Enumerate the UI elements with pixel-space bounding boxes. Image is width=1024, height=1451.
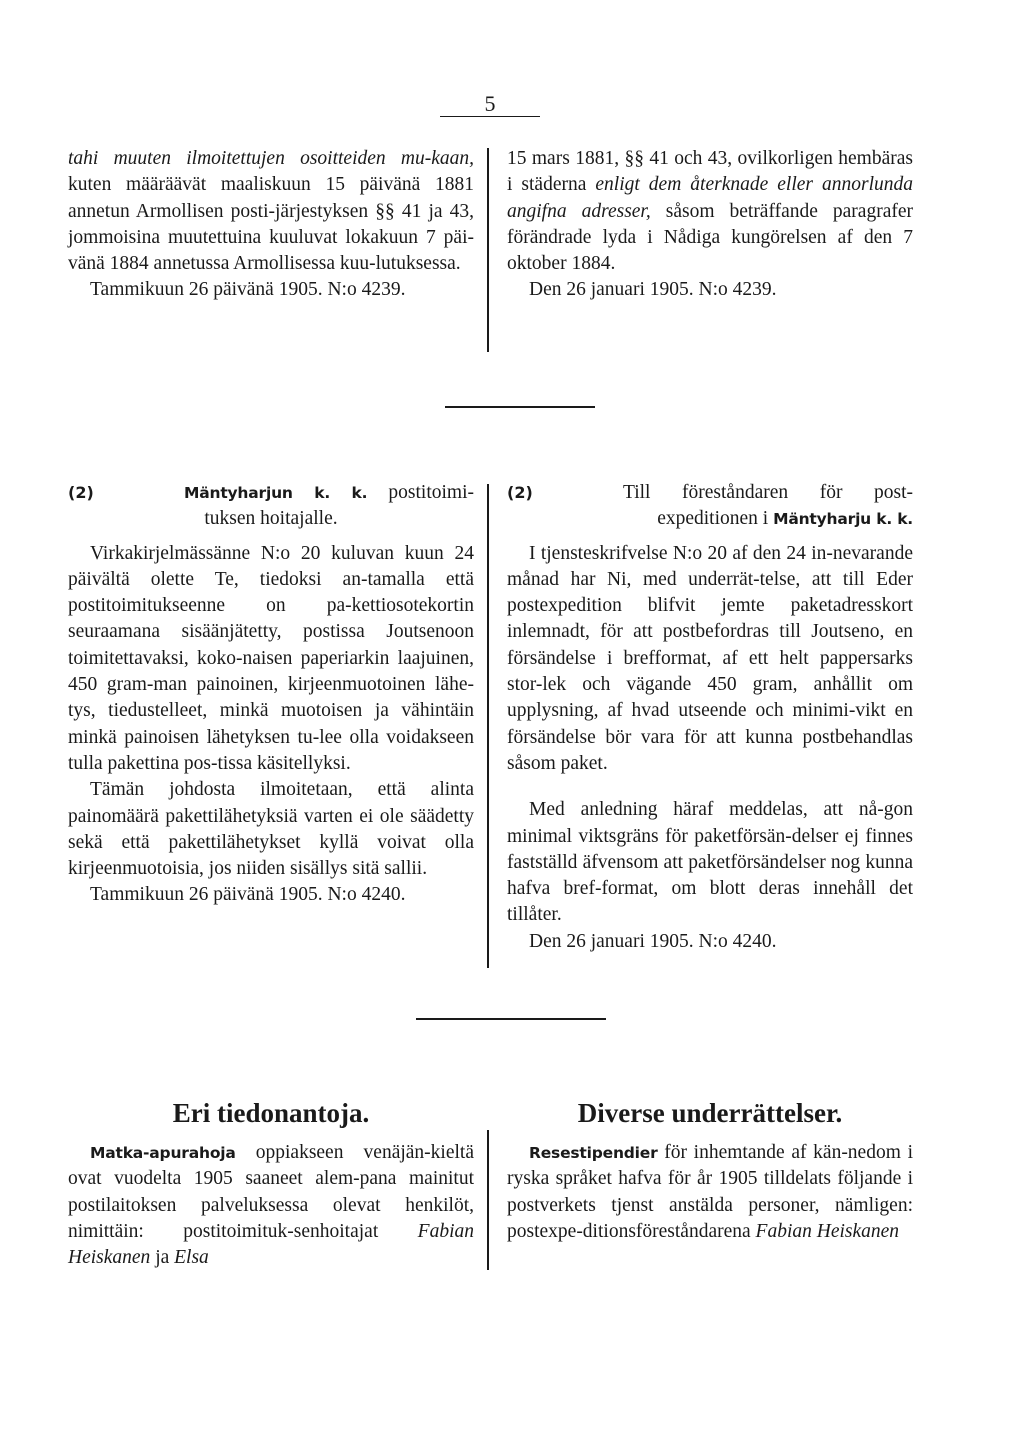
notice-4239-sv-text-1: 15 mars 1881, §§ 41 och 43, ovilkorligen hembäras i städerna: [507, 148, 913, 196]
notice-4240-fi-number: (2): [68, 483, 94, 502]
notice-4240-sv-recipient-line2: [507, 506, 913, 532]
notice-4240-fi-recipient-bold: Mäntyharjun k. k.: [184, 484, 368, 502]
notice-4240-fi-recipient-rest: postitoimi-: [388, 482, 474, 503]
column-divider-top: [487, 148, 489, 352]
column-divider-middle: [487, 484, 489, 968]
section-rule-2: [416, 1018, 606, 1020]
announcements-fi-name-1: Fabian Heiskanen: [68, 1220, 474, 1269]
announcements-fi-text: oppiakseen venäjän-kieltä ovat vuodelta 1905 saaneet alem-pana mainitut postilaitoksen palveluksessa olevat henkilöt, nimittäin: postitoimituk-senhoitajat: [68, 1142, 474, 1242]
notice-4239-fi-italic-start: tahi muuten ilmoitettujen osoitteiden mu-kaan,: [68, 148, 474, 169]
announcements-fi-conj: ja: [150, 1247, 175, 1269]
announcements-sv-name-1: Fabian Heiskanen: [755, 1220, 900, 1242]
announcements-sv-heading: Diverse underrättelser.: [577, 1098, 843, 1128]
notice-4239-sv-text-2: såsom beträffande paragrafer förändrade lyda i Nådiga kungörelsen af den 7 oktober 1884.: [507, 200, 913, 275]
notice-4239-sv: [507, 146, 913, 304]
notice-4240-fi-para-2: Tämän johdosta ilmoitetaan, että alinta painomäärä pakettilähetyksiä varten ei ole säädetty sekä että pakettilähetykset kyllä voivat olla kirjeenmuotoisia, jos niiden sisällys sitä sallii.: [68, 779, 474, 880]
notice-4239-sv-body: [507, 146, 913, 277]
notice-4239-fi-body: [68, 146, 474, 277]
notice-4239-sv-signature: Den 26 januari 1905. N:o 4239.: [529, 279, 777, 301]
announcements-sv-text: för inhemtande af kän-nedom i ryska språket hafva för år 1905 tilldelats följande i postverkets tjenst anstälda personer, nämligen: postexpe-ditionsföreståndarena: [507, 1142, 913, 1242]
notice-4240-fi-recipient: [68, 480, 474, 506]
announcements-fi-body: [68, 1140, 474, 1271]
announcements-sv-lead: Resestipendier: [529, 1144, 658, 1162]
notice-4240-sv-para-1: I tjensteskrifvelse N:o 20 af den 24 in-nevarande månad har Ni, med underrät-telse, att till Eder postexpedition blifvit jemte paketadresskort inlemnadt, för att postbefordras till Joutseno, en försändelse i brefformat, af ett helt pappersarks stor-lek och vägande 450 gram, anhållit om upplysning, af hvad utseende och minimi-vikt en försändelse bör vara för att kunna postbehandlas såsom paket.: [507, 542, 913, 774]
notice-4240-fi-signature: Tammikuun 26 päivänä 1905. N:o 4240.: [90, 884, 406, 906]
announcements-fi: [68, 1140, 474, 1271]
notice-4240-fi-recipient-line1: [184, 480, 474, 506]
notice-4240-fi-para-1: Virkakirjelmässänne N:o 20 kuluvan kuun 24 päivältä olette Te, tiedoksi an-tamalla että postitoimitukseenne on pa-kettiosotekortin seuraamana sisäänjätetty, postissa Joutsenoon toimitettavaksi, koko-naisen paperiarkin laajuinen, 450 gram-man painoinen, kirjeenmuotoinen lähe-tys, tiedustelleet, minkä muotoisen ja vähintäin minkä painoisen lähetyksen tu-lee olla voidakseen tulla pakettina pos-tissa käsitellyksi.: [68, 542, 474, 774]
notice-4240-sv: [507, 480, 913, 955]
notice-4240-sv-recipient: [507, 480, 913, 506]
notice-4239-fi-text: kuten määräävät maaliskuun 15 päivänä 1881 annetun Armollisen posti-järjestyksen §§ 41 ja 43, jommoisina muutettuina kuuluvat lokakuun 7 päi-vänä 1884 annetussa Armollisessa kuu-lutuksessa.: [68, 174, 474, 275]
page-number: 5: [440, 92, 540, 117]
notice-4240-sv-para-2: Med anledning häraf meddelas, att nå-gon minimal viktsgräns för paketförsän-delser ej finnes fastställd äfvensom att paketförsändelser nog kunna hafva bref-format, om blott deras innehåll det tillåter.: [507, 799, 913, 926]
announcements-sv-body: [507, 1140, 913, 1245]
announcements-sv: [507, 1140, 913, 1245]
notice-4239-fi-signature: Tammikuun 26 päivänä 1905. N:o 4239.: [90, 279, 406, 301]
announcements-fi-lead: Matka-apurahoja: [90, 1144, 236, 1162]
notice-4240-sv-number: (2): [507, 483, 533, 502]
notice-4239-fi: [68, 146, 474, 304]
notice-4240-sv-recipient-line1: Till föreståndaren för post-: [623, 482, 913, 503]
announcements-fi-heading: Eri tiedonantoja.: [172, 1098, 370, 1128]
notice-4240-sv-recipient-text: expeditionen i: [657, 508, 774, 530]
announcements-fi-name-2: Elsa: [174, 1247, 209, 1269]
notice-4240-fi: [68, 480, 474, 909]
notice-4240-sv-signature: Den 26 januari 1905. N:o 4240.: [529, 930, 777, 952]
section-rule-1: [445, 406, 595, 408]
notice-4240-fi-recipient-line2: tuksen hoitajalle.: [204, 508, 338, 530]
notice-4240-sv-recipient-bold: Mäntyharju k. k.: [773, 510, 913, 529]
column-divider-bottom: [487, 1130, 489, 1270]
notice-4239-sv-italic: enligt dem återknade eller annorlunda angifna adresser,: [507, 174, 913, 222]
